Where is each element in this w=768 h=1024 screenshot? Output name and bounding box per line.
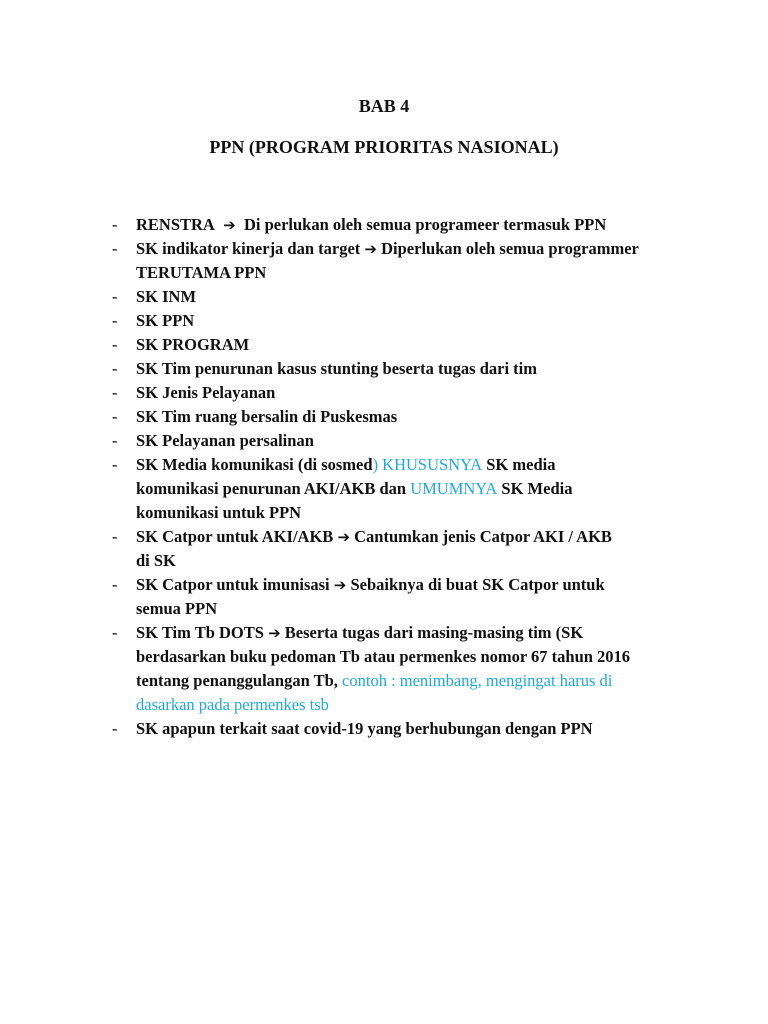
item-text: RENSTRA xyxy=(136,215,215,234)
item-text: SK PROGRAM xyxy=(136,335,250,354)
item-text: SK Tim ruang bersalin di Puskesmas xyxy=(136,407,398,426)
arrow-right-icon: ➔ xyxy=(364,240,377,258)
item-note: Sebaiknya di buat SK Catpor untuk xyxy=(350,575,605,594)
highlight-contoh-continued: dasarkan pada permenkes tsb xyxy=(136,695,329,714)
highlight-contoh: contoh : menimbang, mengingat harus di xyxy=(342,671,613,690)
item-note: Cantumkan jenis Catpor AKI / AKB xyxy=(354,527,612,546)
list-item-sk-inm xyxy=(112,285,692,309)
list-item-sk-tim-tb-dots xyxy=(112,621,692,717)
bullet-dash: - xyxy=(112,383,118,402)
item-text: SK Catpor untuk imunisasi xyxy=(136,575,330,594)
list-item-sk-catpor-aki xyxy=(112,525,692,573)
item-text: SK Jenis Pelayanan xyxy=(136,383,276,402)
item-text: SK indikator kinerja dan target xyxy=(136,239,361,258)
list-item-sk-catpor-imunisasi xyxy=(112,573,692,621)
item-note-continued: tentang penanggulangan Tb, xyxy=(136,671,338,690)
item-text: SK PPN xyxy=(136,311,195,330)
list-item-sk-ruang-bersalin xyxy=(112,405,692,429)
item-text: SK Tim penurunan kasus stunting beserta tugas dari tim xyxy=(136,359,537,378)
item-note: Diperlukan oleh semua programmer xyxy=(381,239,639,258)
bullet-dash: - xyxy=(112,575,118,594)
bullet-dash: - xyxy=(112,287,118,306)
arrow-right-icon: ➔ xyxy=(223,216,236,234)
highlight-khususnya: ) KHUSUSNYA xyxy=(372,455,483,474)
item-text-part: komunikasi untuk PPN xyxy=(136,503,302,522)
list-item-sk-media-komunikasi xyxy=(112,453,692,525)
list-item-sk-indikator xyxy=(112,237,692,285)
chapter-heading: BAB 4 xyxy=(358,96,410,116)
arrow-right-icon: ➔ xyxy=(337,528,351,546)
bullet-dash: - xyxy=(112,407,118,426)
list-item-sk-jenis-pelayanan xyxy=(112,381,692,405)
list-item-sk-ppn xyxy=(112,309,692,333)
item-text-part: SK media xyxy=(486,455,556,474)
list-item-sk-pelayanan-persalinan xyxy=(112,429,692,453)
item-note-continued: berdasarkan buku pedoman Tb atau permenkes nomor 67 tahun 2016 xyxy=(136,647,631,666)
bullet-dash: - xyxy=(112,623,118,642)
bullet-dash: - xyxy=(112,359,118,378)
bullet-dash: - xyxy=(112,527,118,546)
bullet-dash: - xyxy=(112,719,118,738)
item-note-continued: TERUTAMA PPN xyxy=(136,263,267,282)
item-text-part: komunikasi penurunan AKI/AKB dan xyxy=(136,479,407,498)
arrow-right-icon: ➔ xyxy=(333,576,347,594)
chapter-title: PPN (PROGRAM PRIORITAS NASIONAL) xyxy=(209,137,559,157)
list-item-sk-covid xyxy=(112,717,692,741)
item-text: SK Tim Tb DOTS xyxy=(136,623,264,642)
bullet-dash: - xyxy=(112,431,118,450)
item-text: SK Catpor untuk AKI/AKB xyxy=(136,527,334,546)
bullet-dash: - xyxy=(112,311,118,330)
item-note: Di perlukan oleh semua programeer termasuk PPN xyxy=(243,215,607,234)
list-item-sk-stunting xyxy=(112,357,692,381)
item-text-part: SK Media xyxy=(501,479,573,498)
item-text: SK INM xyxy=(136,287,197,306)
item-text: SK Media komunikasi (di sosmed xyxy=(136,455,373,474)
item-note-continued: di SK xyxy=(136,551,176,570)
bullet-dash: - xyxy=(112,215,118,234)
arrow-right-icon: ➔ xyxy=(268,624,281,642)
bullet-dash: - xyxy=(112,335,118,354)
list-item-renstra xyxy=(112,213,692,237)
item-text: SK Pelayanan persalinan xyxy=(136,431,314,450)
item-note-continued: semua PPN xyxy=(136,599,218,618)
item-note: Beserta tugas dari masing-masing tim (SK xyxy=(284,623,584,642)
highlight-umumnya: UMUMNYA xyxy=(410,479,498,498)
requirements-list xyxy=(112,213,692,741)
bullet-dash: - xyxy=(112,239,118,258)
list-item-sk-program xyxy=(112,333,692,357)
item-text: SK apapun terkait saat covid-19 yang berhubungan dengan PPN xyxy=(136,719,593,738)
bullet-dash: - xyxy=(112,455,118,474)
